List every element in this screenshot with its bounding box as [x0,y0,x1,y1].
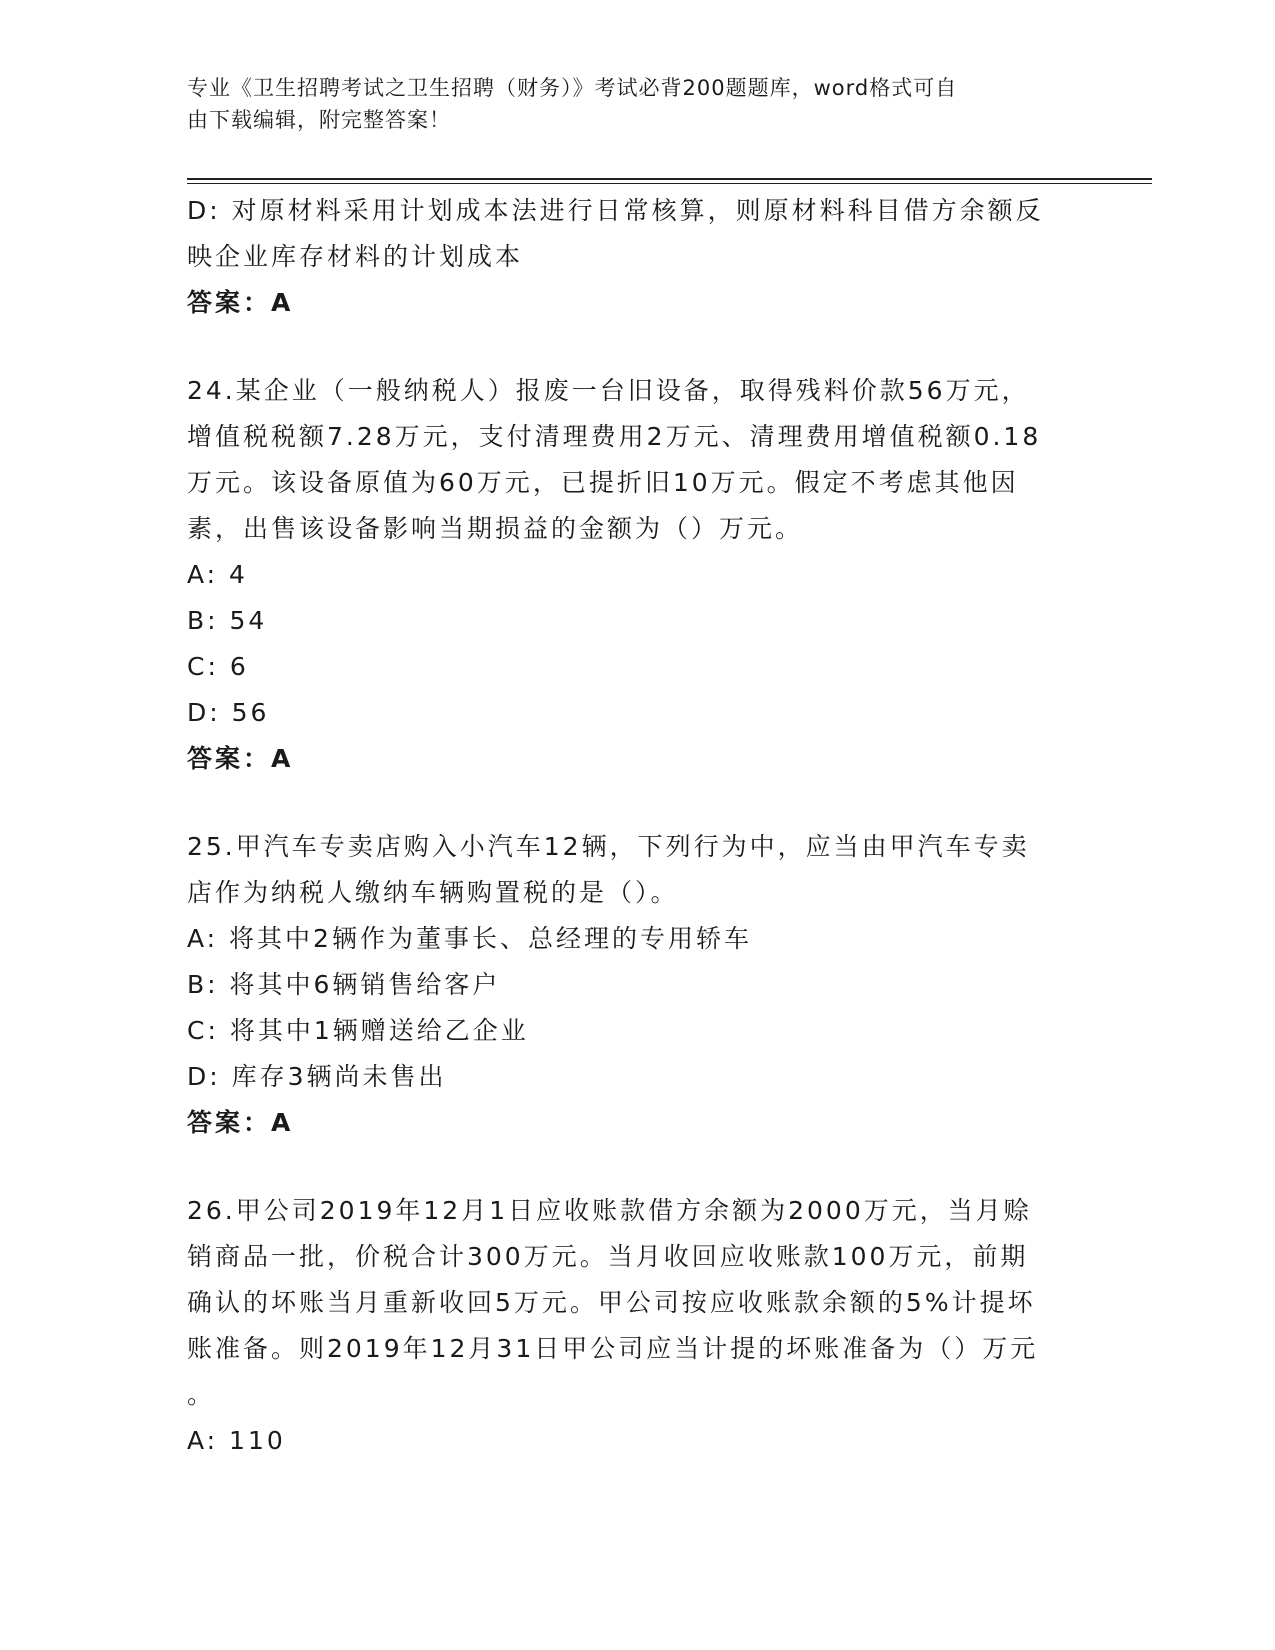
question-stem-line: 账准备。则2019年12月31日甲公司应当计提的坏账准备为（）万元 [187,1334,1039,1363]
option-c: C: 将其中1辆赠送给乙企业 [187,1016,529,1045]
option-c: C: 6 [187,652,249,681]
document-header [187,72,1067,136]
question-stem-line: 素，出售该设备影响当期损益的金额为（）万元。 [187,514,804,543]
previous-question [187,188,1087,326]
option-a: A: 110 [187,1426,286,1455]
question-stem-line: 店作为纳税人缴纳车辆购置税的是（）。 [187,878,679,907]
question-25 [187,824,1087,1146]
question-stem-line: 销商品一批，价税合计300万元。当月收回应收账款100万元，前期 [187,1242,1029,1271]
question-stem-line: 万元。该设备原值为60万元，已提折旧10万元。假定不考虑其他因 [187,468,1019,497]
answer-line: 答案：A [187,744,294,773]
question-24 [187,368,1087,782]
option-d: D: 56 [187,698,270,727]
header-divider-thick [187,178,1152,180]
document-body [187,188,1087,1464]
option-d-line-1: D: 对原材料采用计划成本法进行日常核算，则原材料科目借方余额反 [187,196,1044,225]
option-a: A: 将其中2辆作为董事长、总经理的专用轿车 [187,924,752,953]
answer-line: 答案：A [187,288,294,317]
option-b: B: 将其中6辆销售给客户 [187,970,501,999]
header-line-2: 由下载编辑，附完整答案！ [187,108,451,132]
question-stem-line: 增值税税额7.28万元，支付清理费用2万元、清理费用增值税额0.18 [187,422,1042,451]
question-stem-line: 26.甲公司2019年12月1日应收账款借方余额为2000万元，当月赊 [187,1196,1032,1225]
option-d: D: 库存3辆尚未售出 [187,1062,447,1091]
question-stem-line: 。 [187,1380,216,1409]
header-line-1: 专业《卫生招聘考试之卫生招聘（财务）》考试必背200题题库，word格式可自 [187,76,958,100]
question-26 [187,1188,1087,1464]
question-stem-line: 确认的坏账当月重新收回5万元。甲公司按应收账款余额的5%计提坏 [187,1288,1036,1317]
header-divider-thin [187,183,1152,184]
answer-line: 答案：A [187,1108,294,1137]
question-stem-line: 25.甲汽车专卖店购入小汽车12辆，下列行为中，应当由甲汽车专卖 [187,832,1030,861]
option-a: A: 4 [187,560,248,589]
option-d-line-2: 映企业库存材料的计划成本 [187,242,524,271]
option-b: B: 54 [187,606,268,635]
question-stem-line: 24.某企业（一般纳税人）报废一台旧设备，取得残料价款56万元， [187,376,1030,405]
